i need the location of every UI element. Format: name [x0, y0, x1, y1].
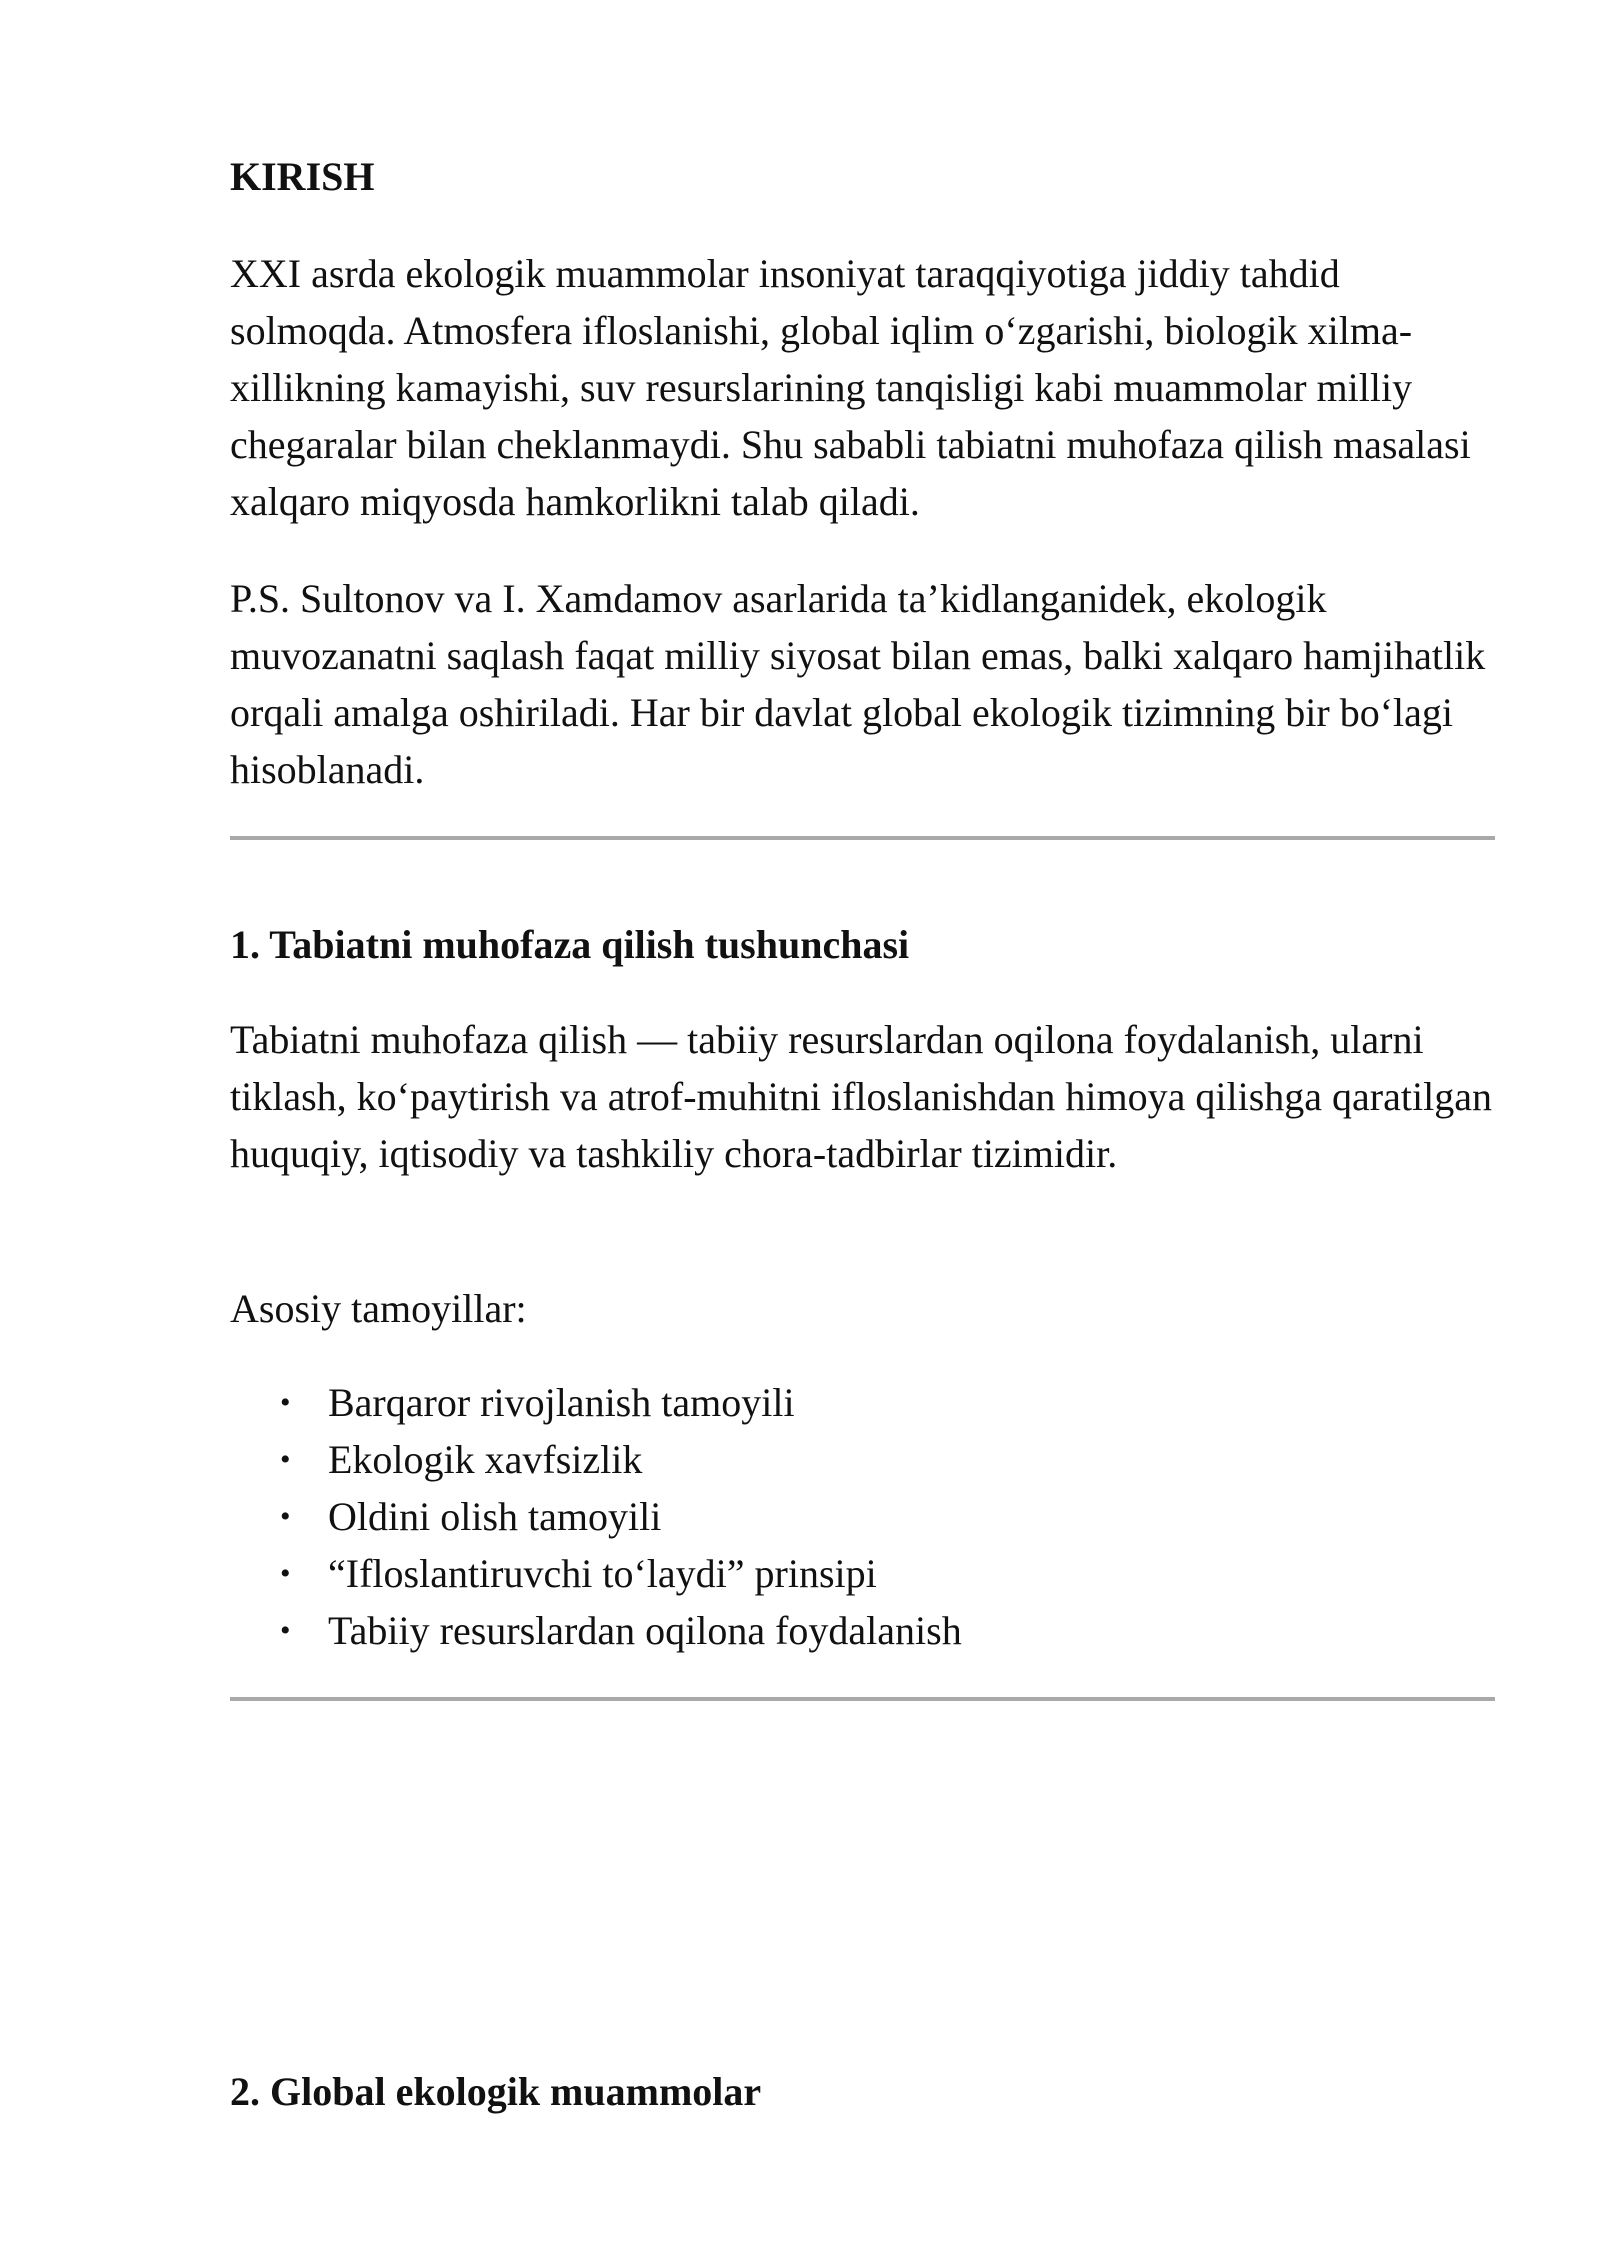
bullet-icon: •	[280, 1500, 291, 1533]
bullet-icon: •	[280, 1443, 291, 1476]
list-item	[230, 1374, 962, 1431]
intro-paragraph-2: P.S. Sultonov va I. Xamdamov asarlarida ta’kidlanganidek, ekologik muvozanatni saqlash faqat milliy siyosat bilan emas, balki xalqaro hamjihatlik orqali amalga oshiriladi. Har bir davlat global ekologik tizimning bir bo‘lagi hisoblanadi.	[230, 576, 1486, 792]
intro-paragraph-1: XXI asrda ekologik muammolar insoniyat taraqqiyotiga jiddiy tahdid solmoqda. Atmosfera ifloslanishi, global iqlim o‘zgarishi, biologik xilma-xillikning kamayishi, suv resurslarining tanqisligi kabi muammolar milliy chegaralar bilan cheklanmaydi. Shu sababli tabiatni muhofaza qilish masalasi xalqaro miqyosda hamkorlikni talab qiladi.	[230, 251, 1471, 524]
section-divider	[230, 836, 1495, 840]
list-item	[230, 1431, 962, 1488]
bullet-icon: •	[280, 1557, 291, 1590]
list-item	[230, 1488, 962, 1545]
list-item-text: Ekologik xavfsizlik	[328, 1437, 643, 1482]
list-item	[230, 1602, 962, 1659]
section-divider	[230, 1697, 1495, 1701]
principles-intro: Asosiy tamoyillar:	[230, 1286, 527, 1331]
list-item-text: Barqaror rivojlanish tamoyili	[328, 1380, 795, 1425]
list-item-text: Tabiiy resurslardan oqilona foydalanish	[328, 1608, 962, 1653]
bullet-icon: •	[280, 1614, 291, 1647]
section-1-heading: 1. Tabiatni muhofaza qilish tushunchasi	[230, 922, 910, 967]
section-2-heading: 2. Global ekologik muammolar	[230, 2069, 762, 2114]
list-item	[230, 1545, 962, 1602]
intro-heading: KIRISH	[230, 154, 375, 199]
list-item-text: Oldini olish tamoyili	[328, 1494, 662, 1539]
principles-list	[230, 1374, 962, 1659]
list-item-text: “Ifloslantiruvchi to‘laydi” prinsipi	[328, 1551, 877, 1596]
section-1-paragraph-1: Tabiatni muhofaza qilish — tabiiy resurslardan oqilona foydalanish, ularni tiklash, ko‘paytirish va atrof-muhitni ifloslanishdan himoya qilishga qaratilgan huquqiy, iqtisodiy va tashkiliy chora-tadbirlar tizimidir.	[230, 1017, 1492, 1176]
bullet-icon: •	[280, 1386, 291, 1419]
